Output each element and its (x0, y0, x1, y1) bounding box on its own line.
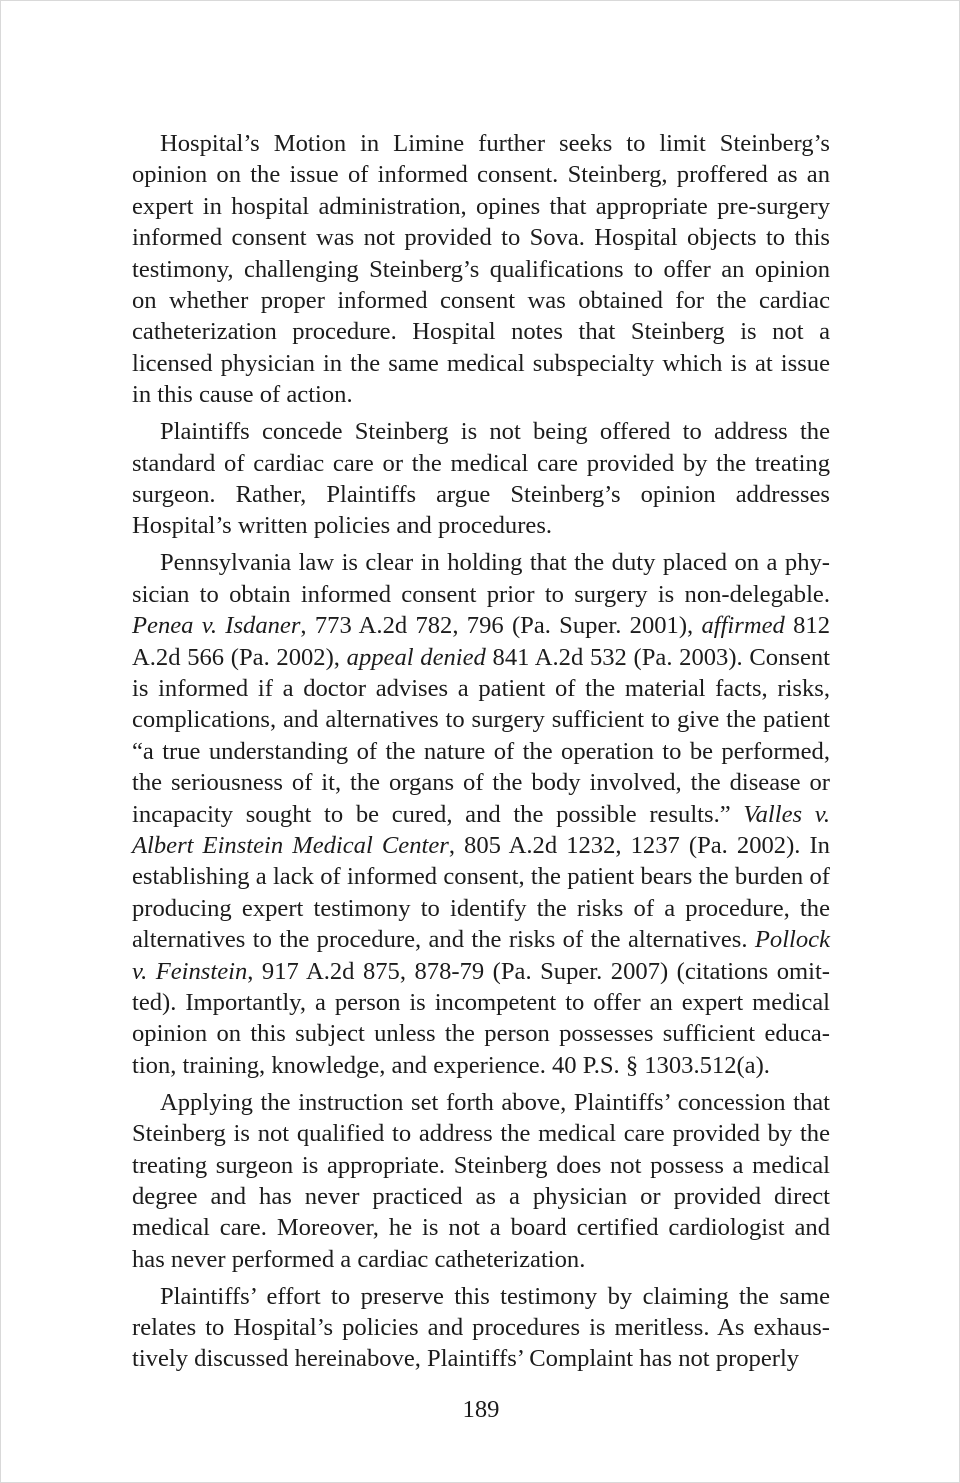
paragraph-text: Plaintiffs’ effort to preserve this testimony by claiming the same relates to Hospital’s policies and procedures is meritless. As exhaustively discussed hereinabove, Plaintiffs’ Complaint has not properly (132, 1282, 830, 1373)
body-text (132, 128, 830, 1375)
paragraph-text: Pennsylvania law is clear in holding that the duty placed on a physician to obtain informed consent prior to surgery is non-delegable. (132, 549, 830, 608)
paragraph-text: Hospital’s Motion in Limine further seeks to limit Steinberg’s opinion on the issue of informed consent. Steinberg, proffered as an expert in hospital administration, opines that appropriate pre-surgery informed consent was not provided to Sova. Hospital objects to this testimony, challenging Steinberg’s qualifications to offer an opinion on whether proper informed consent was obtained for the cardiac catheterization procedure. Hospital notes that Steinberg is not a licensed physician in the same medical subspecialty which is at issue in this cause of action. (132, 130, 830, 409)
paragraph (132, 1087, 830, 1275)
paragraph-text: Applying the instruction set forth above, Plaintiffs’ concession that Steinberg is not qualified to address the medical care provided by the treating surgeon is appropriate. Steinberg does not possess a medical degree and has never practiced as a physician or provided direct medical care. Moreover, he is not a board certified cardiologist and has never performed a cardiac catheterization. (132, 1088, 830, 1273)
citation-italic: affirmed (701, 612, 785, 640)
paragraph-text: , 805 A.2d 1232, 1237 (Pa. 2002). In establishing a lack of informed consent, the patient bears the burden of producing expert testimony to identify the risks of a procedure, the alternatives to the procedure, and the risks of the alternatives. (132, 831, 830, 954)
paragraph-text: , 773 A.2d 782, 796 (Pa. Super. 2001), (300, 612, 702, 640)
page-number: 189 (462, 1396, 500, 1423)
citation-italic: appeal denied (346, 643, 486, 671)
paragraph-text: , 917 A.2d 875, 878-79 (Pa. Super. 2007) (citations omitted). Importantly, a person is incompetent to offer an expert medical opinion on this subject unless the person possesses sufficient education, training, knowledge, and experience. 40 P.S. § 1303.512(a). (132, 957, 830, 1079)
paragraph (132, 128, 830, 411)
citation-italic: Penea v. Isdaner (132, 612, 301, 640)
citation-italic: Valles v. Albert Einstein Medical Center (132, 800, 830, 859)
paragraph (132, 416, 830, 542)
paragraph-text: Plaintiffs concede Steinberg is not being offered to address the standard of cardiac care or the medical care provided by the treating surgeon. Rather, Plaintiffs argue Steinberg’s opinion addresses Hospital’s written policies and procedures. (132, 418, 830, 540)
paragraph-text: 812 A.2d 566 (Pa. 2002), (132, 612, 830, 671)
paragraph-text: 841 A.2d 532 (Pa. 2003). Consent is informed if a doctor advises a patient of the material facts, risks, complications, and alternatives to surgery sufficient to give the patient “a true understanding of the nature of the operation to be performed, the seriousness of it, the organs of the body involved, the disease or incapacity sought to be cured, and the possible results.” (132, 643, 830, 828)
paragraph (132, 547, 830, 1081)
citation-italic: Pollock v. Feinstein (132, 926, 830, 985)
paragraph (132, 1281, 830, 1375)
